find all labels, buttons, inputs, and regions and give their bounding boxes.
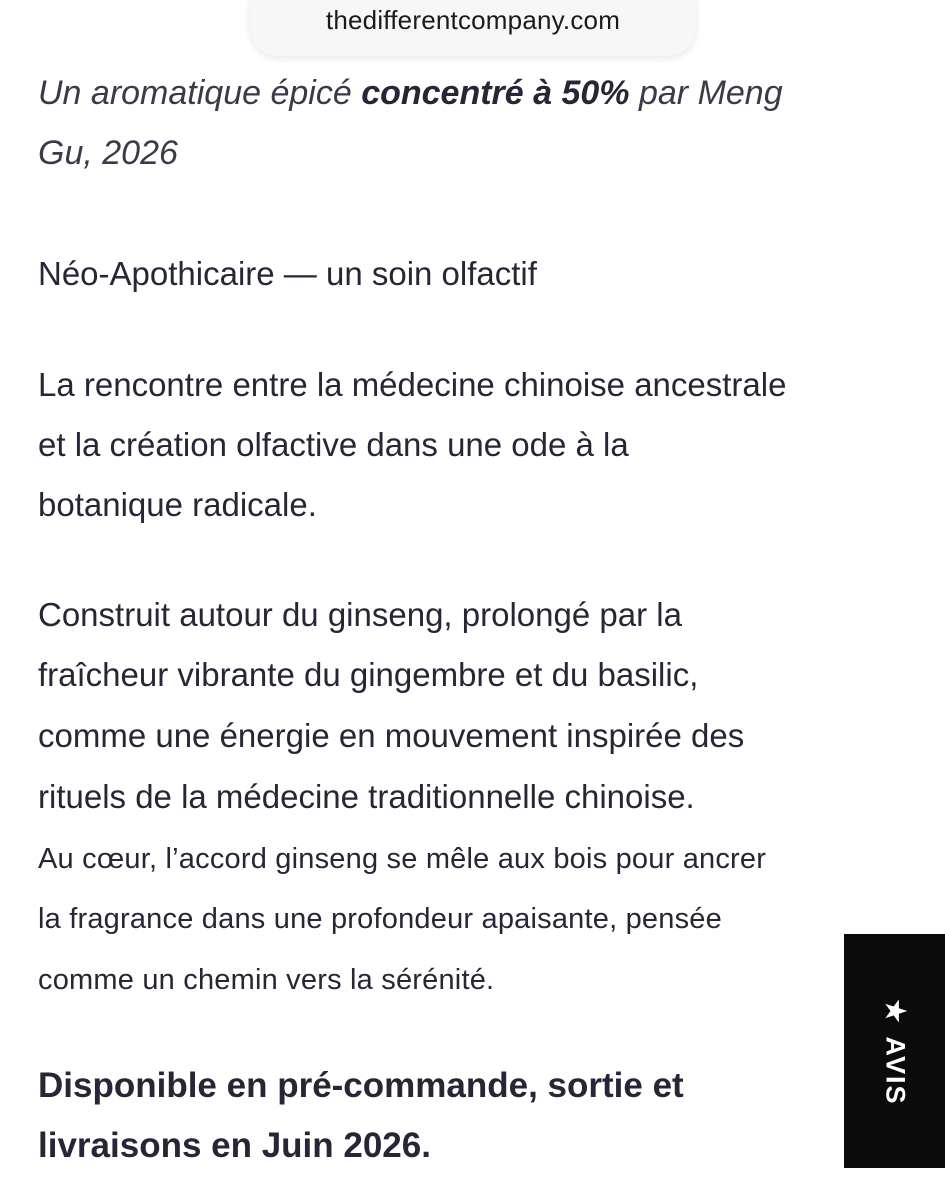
description-line: fraîcheur vibrante du gingembre et du basilic,: [38, 656, 699, 693]
url-bar[interactable]: [250, 0, 696, 56]
reviews-tab-content: [877, 997, 912, 1105]
subtitle: Néo-Apothicaire — un soin olfactif: [38, 255, 537, 292]
tagline-bold: concentré à 50%: [361, 74, 630, 112]
reviews-tab-label: AVIS: [880, 1035, 911, 1105]
heart-line: comme un chemin vers la sérénité.: [38, 964, 495, 996]
reviews-tab-button[interactable]: [844, 934, 945, 1168]
intro-line: et la création olfactive dans une ode à la: [38, 426, 629, 463]
description-line: Construit autour du ginseng, prolongé par la: [38, 596, 682, 633]
star-icon: ★: [877, 997, 913, 1024]
heart-line: Au cœur, l’accord ginseng se mêle aux bois pour ancrer: [38, 843, 767, 875]
tagline-prefix: Un aromatique épicé: [38, 74, 362, 112]
tagline-line-1: [38, 74, 783, 113]
tagline-suffix: par Meng: [629, 74, 783, 112]
availability-line: livraisons en Juin 2026.: [38, 1126, 431, 1165]
heart-line: la fragrance dans une profondeur apaisante, pensée: [38, 903, 722, 935]
tagline-line-2: Gu, 2026: [38, 134, 178, 172]
description-line: comme une énergie en mouvement inspirée des: [38, 717, 745, 754]
intro-line: botanique radicale.: [38, 486, 317, 523]
availability-line: Disponible en pré-commande, sortie et: [38, 1066, 684, 1105]
intro-line: La rencontre entre la médecine chinoise ancestrale: [38, 366, 787, 403]
url-text: thedifferentcompany.com: [325, 5, 621, 35]
description-line: rituels de la médecine traditionnelle chinoise.: [38, 778, 695, 815]
